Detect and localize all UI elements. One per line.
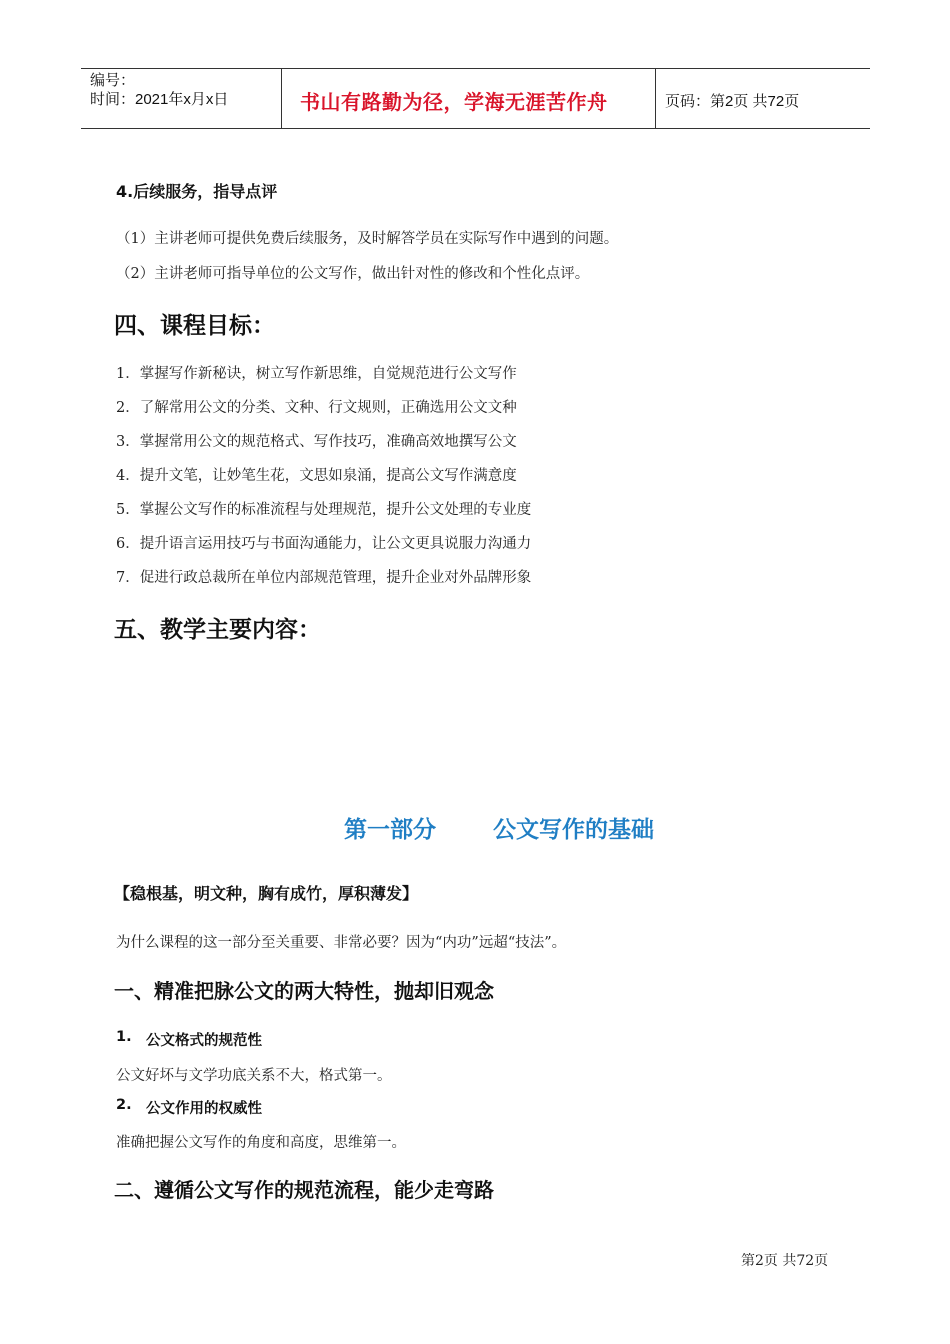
goal-item: 1．掌握写作新秘诀，树立写作新思维，自觉规范进行公文写作: [116, 366, 517, 382]
section4-item-2: （2）主讲老师可指导单位的公文写作，做出针对性的修改和个性化点评。: [116, 266, 590, 282]
time-label: 时间：2021年x月x日: [90, 91, 229, 108]
goal-item: 3．掌握常用公文的规范格式、写作技巧，准确高效地撰写公文: [116, 434, 517, 450]
part1-section1-title: 一、精准把脉公文的两大特性，抛却旧观念: [114, 979, 494, 1003]
part1-title-right: 公文写作的基础: [493, 817, 654, 843]
goal-item: 7．促进行政总裁所在单位内部规范管理，提升企业对外品牌形象: [116, 570, 532, 586]
part1-section2-title: 二、遵循公文写作的规范流程，能少走弯路: [114, 1178, 494, 1202]
header-divider-2: [655, 68, 656, 129]
part1-intro: 为什么课程的这一部分至关重要、非常必要？因为“内功”远超“技法”。: [116, 935, 567, 951]
header-divider-1: [281, 68, 282, 129]
goal-item: 2．了解常用公文的分类、文种、行文规则，正确选用公文文种: [116, 400, 517, 416]
section4-title: 4.后续服务，指导点评: [116, 182, 278, 201]
point-2-title: 公文作用的权威性: [146, 1101, 262, 1117]
section4-item-1: （1）主讲老师可提供免费后续服务，及时解答学员在实际写作中遇到的问题。: [116, 231, 619, 247]
point-1-num: 1.: [116, 1029, 132, 1045]
point-1-title: 公文格式的规范性: [146, 1033, 262, 1049]
header-motto: 书山有路勤为径，学海无涯苦作舟: [300, 90, 608, 114]
part1-motto: 【稳根基，明文种，胸有成竹，厚积薄发】: [114, 884, 419, 903]
point-2-num: 2.: [116, 1097, 132, 1113]
content-title: 五、教学主要内容：: [114, 617, 321, 643]
goals-title: 四、课程目标：: [114, 313, 275, 339]
part1-title-left: 第一部分: [344, 817, 436, 843]
header-page-info: 页码：第2页 共72页: [665, 93, 800, 110]
serial-label: 编号：: [90, 72, 136, 89]
goal-item: 5．掌握公文写作的标准流程与处理规范，提升公文处理的专业度: [116, 502, 532, 518]
goal-item: 6．提升语言运用技巧与书面沟通能力，让公文更具说服力沟通力: [116, 536, 532, 552]
point-2-desc: 准确把握公文写作的角度和高度，思维第一。: [116, 1135, 406, 1151]
goal-item: 4．提升文笔，让妙笔生花，文思如泉涌，提高公文写作满意度: [116, 468, 517, 484]
footer-page-number: 第2页 共72页: [741, 1253, 829, 1269]
header-top-border: [81, 68, 870, 69]
header-bottom-border: [81, 128, 870, 129]
point-1-desc: 公文好坏与文学功底关系不大，格式第一。: [116, 1068, 392, 1084]
